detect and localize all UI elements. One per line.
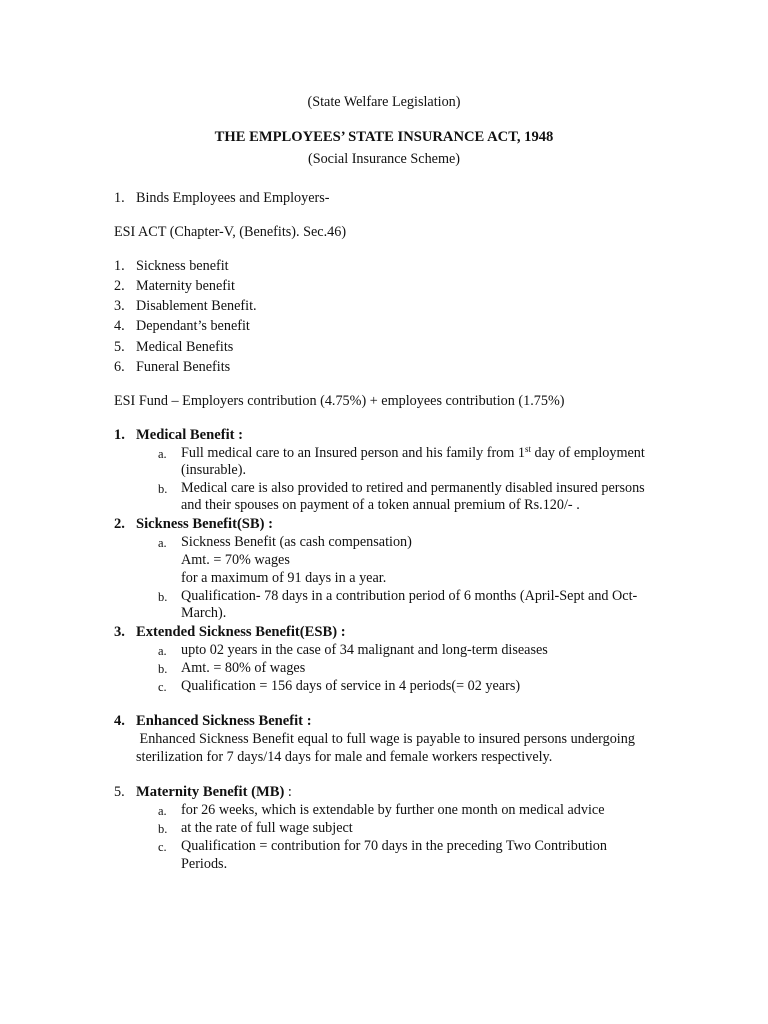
item-text-part: day of employment [530,445,645,461]
item-letter: b. [158,662,168,676]
section-title-text: Maternity Benefit (MB) [136,784,285,800]
paragraph-line: sterilization for 7 days/14 days for male and female workers respectively. [136,749,553,765]
item-text-continued: and their spouses on payment of a token annual premium of Rs.120/- . [181,497,580,513]
list-number: 1. [114,258,125,274]
list-text: Sickness benefit [136,258,229,274]
intro-text: Binds Employees and Employers- [136,190,330,206]
list-text: Funeral Benefits [136,359,231,375]
item-text [181,445,645,463]
list-number: 2. [114,278,125,294]
list-number: 3. [114,298,125,314]
legislation-category: (State Welfare Legislation) [307,94,461,110]
item-text-continued: Periods. [181,856,228,872]
item-text: Qualification- 78 days in a contribution period of 6 months (April-Sept and Oct- [181,588,638,604]
item-text-continued: Amt. = 70% wages [181,552,290,568]
list-number: 5. [114,339,125,355]
page-subtitle: (Social Insurance Scheme) [307,151,461,167]
item-text: Medical care is also provided to retired and permanently disabled insured persons [181,480,645,496]
item-text: at the rate of full wage subject [181,820,353,836]
act-reference: ESI ACT (Chapter-V, (Benefits). Sec.46) [114,224,347,240]
ordinal-superscript: st [524,444,531,454]
section-number: 4. [114,713,125,729]
list-number: 6. [114,359,125,375]
list-text: Disablement Benefit. [136,298,257,314]
fund-text: ESI Fund – Employers contribution (4.75%) + employees contribution (1.75%) [114,393,565,409]
section-title-suffix: : [284,784,292,800]
item-text: upto 02 years in the case of 34 malignant and long-term diseases [181,642,548,658]
item-letter: b. [158,822,168,836]
item-text: Sickness Benefit (as cash compensation) [181,534,412,550]
list-text: Maternity benefit [136,278,235,294]
section-number: 1. [114,427,125,443]
intro-number: 1. [114,190,125,206]
section-title: Extended Sickness Benefit(ESB) : [136,624,346,640]
section-number: 3. [114,624,125,640]
item-letter: a. [158,536,167,550]
item-letter: a. [158,804,167,818]
list-text: Dependant’s benefit [136,318,250,334]
item-text-part: Full medical care to an Insured person and his family from 1 [181,445,525,461]
section-title: Enhanced Sickness Benefit : [136,713,312,729]
paragraph-line: Enhanced Sickness Benefit equal to full wage is payable to insured persons undergoing [136,731,635,747]
item-letter: b. [158,482,168,496]
item-text-continued: March). [181,605,227,621]
section-title [136,784,292,801]
item-text: Qualification = 156 days of service in 4 periods(= 02 years) [181,678,521,694]
section-number: 2. [114,516,125,532]
item-letter: a. [158,447,167,461]
item-letter: a. [158,644,167,658]
item-text: Amt. = 80% of wages [181,660,306,676]
section-title: Sickness Benefit(SB) : [136,516,274,532]
item-text-continued: for a maximum of 91 days in a year. [181,570,387,586]
item-letter: b. [158,590,168,604]
item-text: Qualification = contribution for 70 days in the preceding Two Contribution [181,838,607,854]
item-letter: c. [158,840,167,854]
item-letter: c. [158,680,167,694]
item-text: for 26 weeks, which is extendable by further one month on medical advice [181,802,605,818]
section-number: 5. [114,784,125,800]
item-text-continued: (insurable). [181,462,247,478]
section-title: Medical Benefit : [136,427,243,443]
list-number: 4. [114,318,125,334]
page-title: THE EMPLOYEES’ STATE INSURANCE ACT, 1948 [214,129,554,145]
list-text: Medical Benefits [136,339,234,355]
